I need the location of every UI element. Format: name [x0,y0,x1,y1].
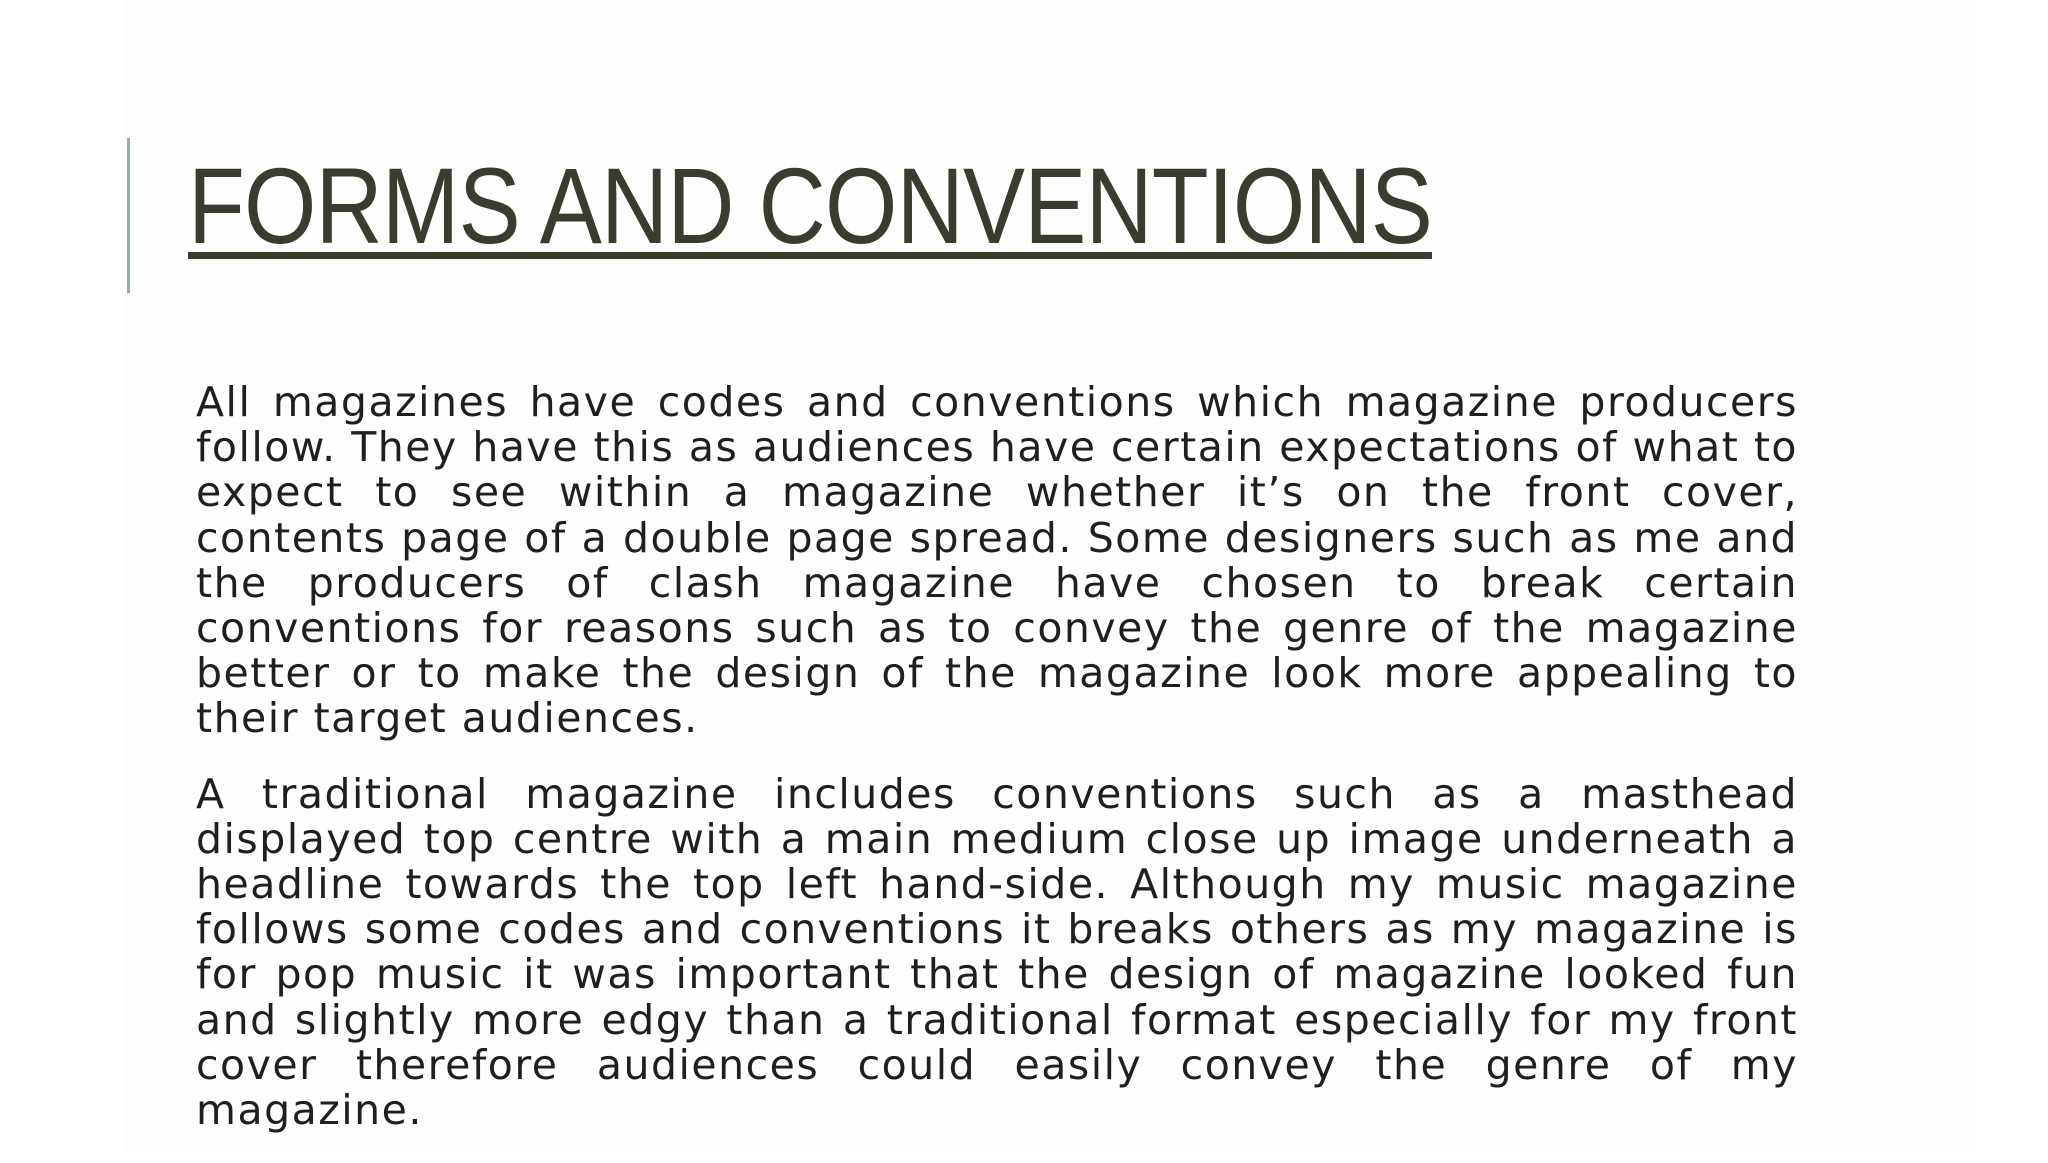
slide-title: FORMS AND CONVENTIONS [188,145,1432,266]
title-accent-bar [127,138,130,293]
body-paragraph-2: A traditional magazine includes conventions such as a masthead displayed top centre with a main medium close up image underneath a headline towards the top left hand-side. Although my music magazine follows some codes and conventions it breaks others as my magazine is for pop music it was important that the design of magazine looked fun and slightly more edgy than a traditional format especially for my front cover therefore audiences could easily convey the genre of my magazine. [196,769,1798,1135]
body-paragraph-1: All magazines have codes and conventions which magazine producers follow. They have this as audiences have certain expectations of what to expect to see within a magazine whether it’s on the front cover, contents page of a double page spread. Some designers such as me and the producers of clash magazine have chosen to break certain conventions for reasons such as to convey the genre of the magazine better or to make the design of the magazine look more appealing to their target audiences. [196,378,1798,743]
slide-body [196,380,1798,1163]
